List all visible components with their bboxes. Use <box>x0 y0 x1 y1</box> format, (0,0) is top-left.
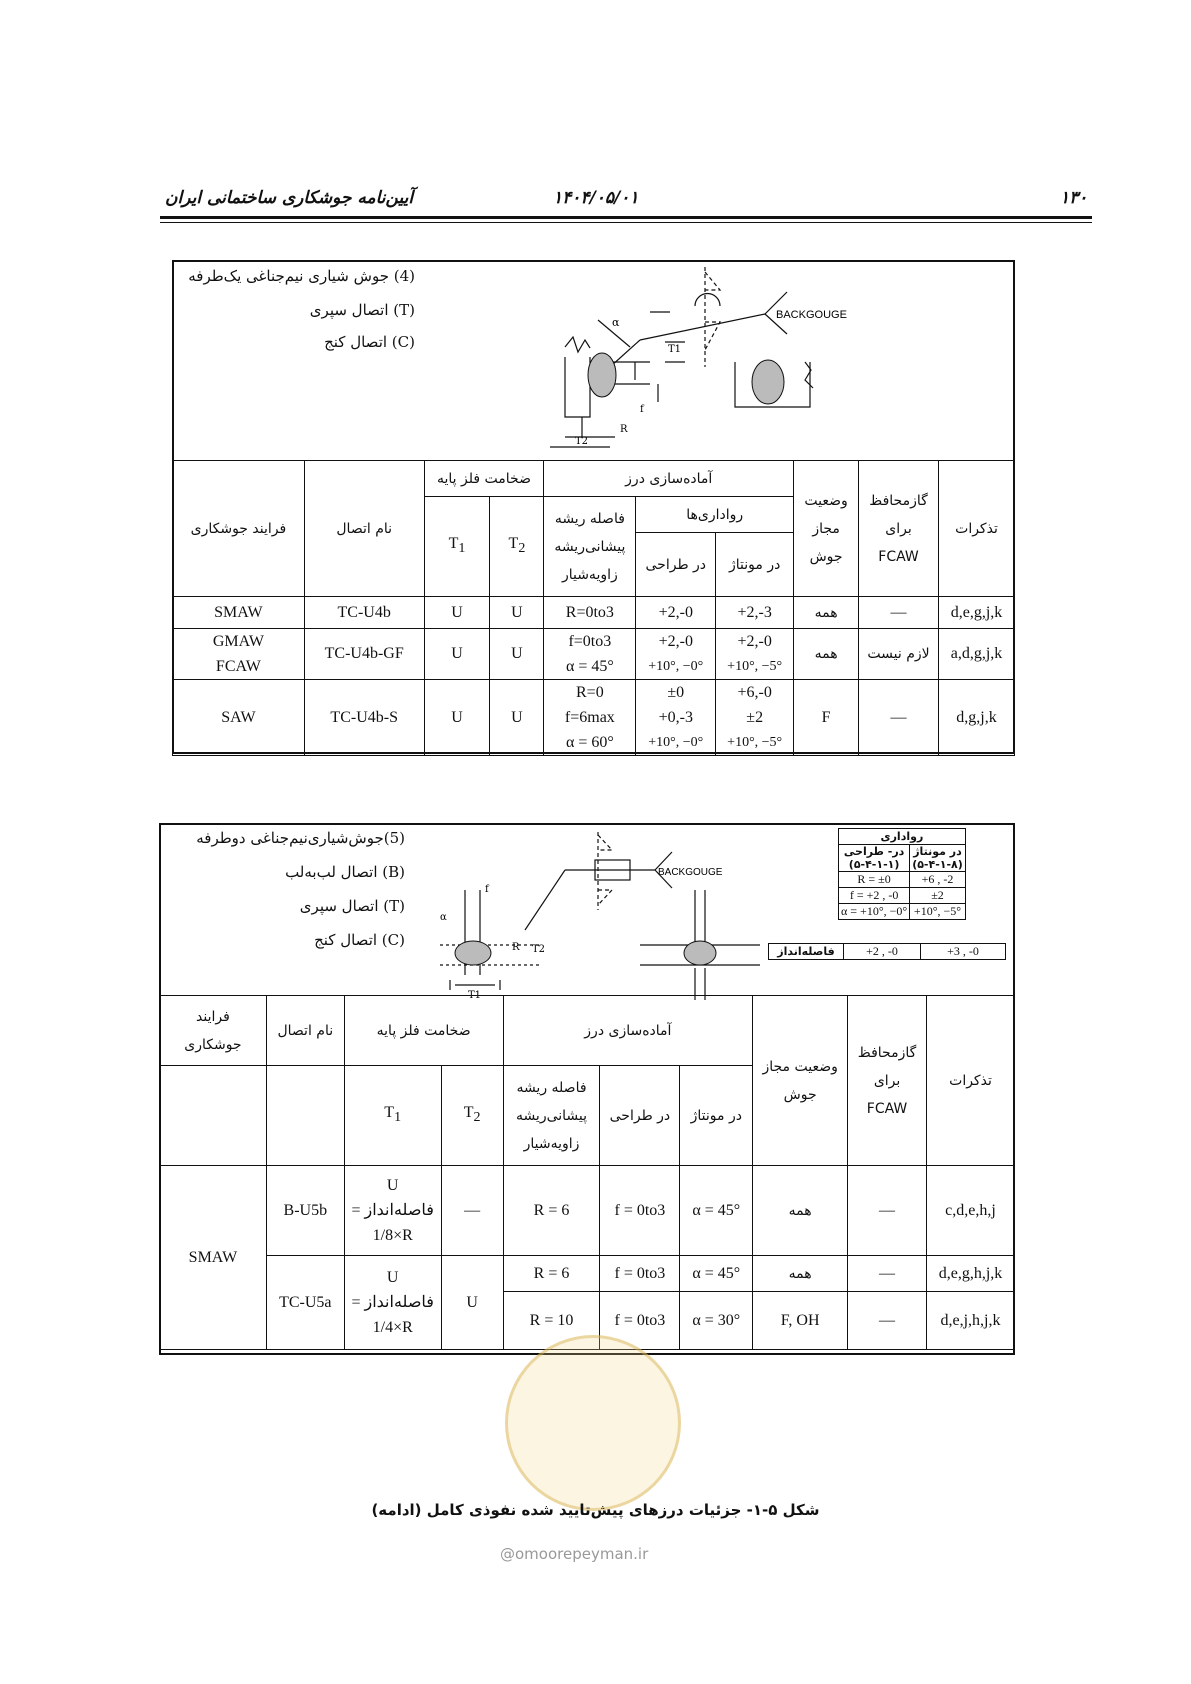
h-joint: نام اتصال <box>266 996 344 1066</box>
h-t1: $T_1$ <box>424 497 490 597</box>
detail5-joint-c: (C) اتصال کنج <box>314 931 405 949</box>
watermark-stamp <box>505 1335 681 1511</box>
header-rule <box>160 216 1092 219</box>
table-row: SAW TC-U4b-S U U R=0 f=6max α = 60° ±0 +0,-3 +10°, −0° +6,-0 ±2 +10°, −5° F — d,g,j,k <box>173 680 1015 756</box>
h-position: وضعیت مجاز جوش <box>794 461 859 597</box>
h-process: فرایند جوشکاری <box>173 461 305 597</box>
book-title: آیین‌نامه جوشکاری ساختمانی ایران <box>165 188 414 208</box>
detail4-alpha: α <box>612 316 620 329</box>
h-assembly: در مونتاژ <box>680 1066 753 1166</box>
detail5-backgouge: BACKGOUGE <box>658 867 723 878</box>
h-prep: آماده‌سازی درز <box>544 461 794 497</box>
spacer-tolerance: فاصله‌انداز +2 , -0 +3 , -0 <box>768 943 1006 960</box>
detail5-title: (5)جوش‌شیاری‌نیم‌جناغی دوطرفه <box>196 829 405 847</box>
detail4-figure <box>540 262 880 460</box>
detail4-weld-bead-2 <box>752 360 784 404</box>
h-t2: $T_2$ <box>490 497 544 597</box>
h-gas: گازمحافظ برای FCAW <box>859 461 939 597</box>
table-row: R = 10 f = 0to3 α = 30° F, OH — d,e,j,h,j,k <box>160 1292 1015 1350</box>
detail4-backgouge: BACKGOUGE <box>776 309 847 321</box>
h-assembly: در مونتاژ <box>716 533 794 597</box>
h-gas: گازمحافظ برای FCAW <box>848 996 927 1166</box>
h-thickness: ضخامت فلز پایه <box>344 996 503 1066</box>
tolerance-box: رواداری در- طراحی (۵-۴-۱-۱) در مونتاژ (۵-۴-۱-۸) R = ±0 +6 , -2 f = +2 , -0 ±2 α = +10°, −0° +10°, −5° <box>838 828 966 920</box>
table-row: SMAW TC-U4b U U R=0to3 +2,-0 +2,-3 همه — d,e,g,j,k <box>173 597 1015 629</box>
h-position: وضعیت مجاز جوش <box>753 996 848 1166</box>
h-notes: تذکرات <box>927 996 1015 1166</box>
detail5-r: R <box>512 942 520 953</box>
table-row: TC-U5a U = فاصله‌انداز 1/4×R U R = 6 f = 0to3 α = 45° همه — d,e,g,h,j,k <box>160 1256 1015 1292</box>
detail4-f: f <box>640 404 644 415</box>
detail4-table <box>172 460 1015 756</box>
detail4-joint-t: (T) اتصال سپری <box>309 301 415 319</box>
h-tolerances: رواداری‌ها <box>636 497 794 533</box>
detail4-r: R <box>620 424 628 435</box>
detail5-t1: T1 <box>468 990 482 1001</box>
figure-caption: شکل ۵-۱- جزئیات درزهای پیش‌تایید شده نفوذی کامل (ادامه) <box>371 1501 820 1519</box>
h-joint: نام اتصال <box>304 461 424 597</box>
detail4-title: (4) جوش شیاری نیم‌جناغی یک‌طرفه <box>188 267 415 285</box>
h-thickness: ضخامت فلز پایه <box>424 461 544 497</box>
detail5-joint-b: (B) اتصال لب‌به‌لب <box>285 863 405 881</box>
detail4-t1: T1 <box>668 344 682 355</box>
detail5-joint-t: (T) اتصال سپری <box>299 897 405 915</box>
h-prep: آماده‌سازی درز <box>503 996 753 1066</box>
h-root: فاصله ریشه پیشانی‌ریشه زاویه‌شیار <box>544 497 636 597</box>
h-t1: $T_1$ <box>344 1066 441 1166</box>
detail5-table <box>159 995 1015 1350</box>
detail5-t2: T2 <box>532 944 546 955</box>
process-cell: SMAW <box>160 1166 267 1350</box>
detail4-joint-c: (C) اتصال کنج <box>324 333 415 351</box>
h-root: فاصله ریشه پیشانی‌ریشه زاویه‌شیار <box>503 1066 600 1166</box>
detail4-t2: T2 <box>575 436 589 447</box>
header-rule-thin <box>160 222 1092 223</box>
detail5-f: f <box>485 884 489 895</box>
detail4-weld-bead <box>588 353 616 397</box>
header-date: ۱۴۰۴/۰۵/۰۱ <box>553 188 639 208</box>
table-row: GMAW FCAW TC-U4b-GF U U f=0to3 α = 45° +2,-0 +10°, −0° +2,-0 +10°, −5° همه لازم نیست a,d,g,j,k <box>173 629 1015 680</box>
h-notes: تذکرات <box>939 461 1015 597</box>
table-row: SMAW B-U5b U = فاصله‌انداز 1/8×R — R = 6 f = 0to3 α = 45° همه — c,d,e,h,j <box>160 1166 1015 1256</box>
h-t2: $T_2$ <box>441 1066 503 1166</box>
h-process: فرایند جوشکاری <box>160 996 267 1066</box>
detail5-alpha: α <box>440 912 447 923</box>
watermark-url: @omoorepeyman.ir <box>500 1545 649 1563</box>
page-number: ۱۳۰ <box>1060 188 1088 208</box>
detail5-weld-bead <box>455 941 491 965</box>
h-design: در طراحی <box>600 1066 680 1166</box>
h-design: در طراحی <box>636 533 716 597</box>
detail5-weld-bead-2 <box>684 941 716 965</box>
